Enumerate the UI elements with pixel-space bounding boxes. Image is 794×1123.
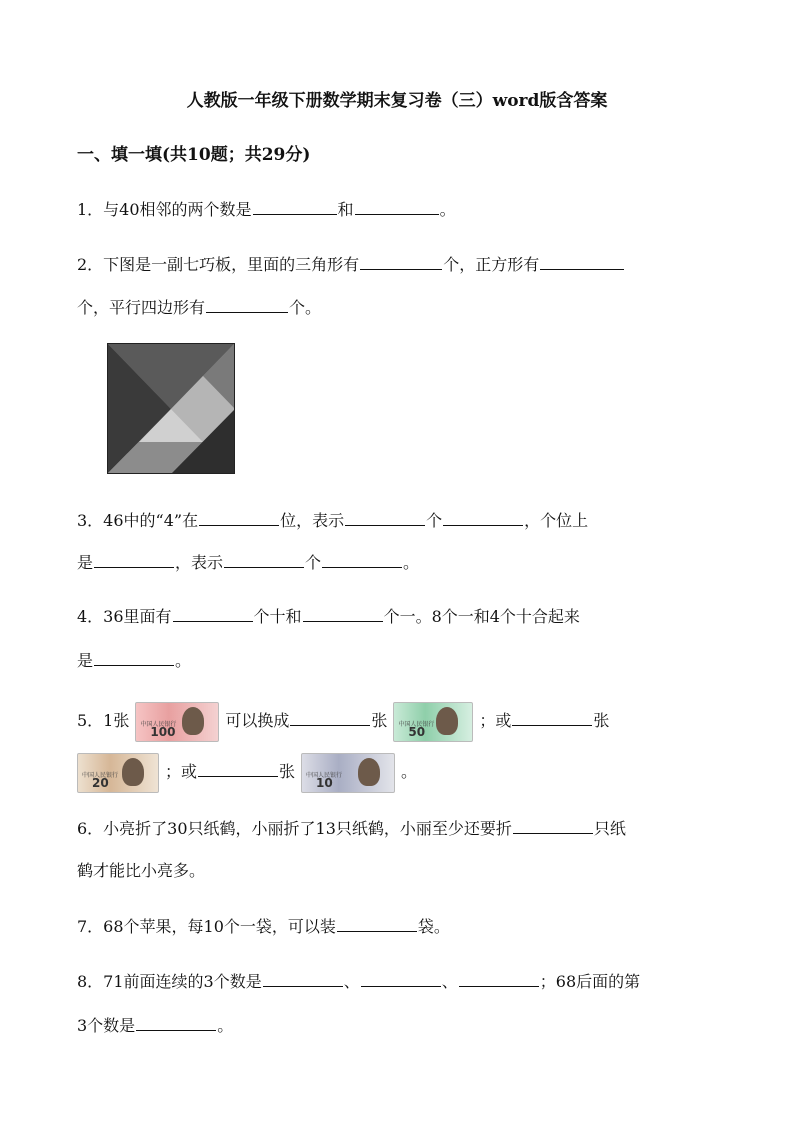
page-title: 人教版一年级下册数学期末复习卷（三）word版含答案 [186,91,608,111]
answer-blank[interactable] [199,508,279,526]
banknote-100-image: 中国人民银行 100 [135,702,219,742]
question-7: 7．68个苹果，每10个一袋，可以装 袋。 [77,914,450,938]
answer-blank[interactable] [173,604,253,622]
answer-blank[interactable] [198,759,278,777]
question-4-line-1: 4．36里面有 个十和 个一。8个一和4个十合起来 [77,604,580,628]
answer-blank[interactable] [513,816,593,834]
question-8-line-2: 3个数是 。 [77,1013,233,1037]
section-heading: 一、填一填(共10题；共29分) [77,145,311,165]
answer-blank[interactable] [94,550,174,568]
answer-blank[interactable] [443,508,523,526]
answer-blank[interactable] [512,708,592,726]
answer-blank[interactable] [136,1013,216,1031]
answer-blank[interactable] [206,295,288,313]
tangram-figure [107,343,235,474]
answer-blank[interactable] [361,969,441,987]
answer-blank[interactable] [322,550,402,568]
answer-blank[interactable] [263,969,343,987]
question-2-line-1: 2．下图是一副七巧板，里面的三角形有 个，正方形有 [77,252,625,276]
banknote-10-image: 中国人民银行 10 [301,753,395,793]
answer-blank[interactable] [459,969,539,987]
answer-blank[interactable] [94,648,174,666]
answer-blank[interactable] [290,708,370,726]
answer-blank[interactable] [337,914,417,932]
question-6-line-2: 鹤才能比小亮多。 [77,861,206,880]
question-2-line-2: 个，平行四边形有 个。 [77,295,321,319]
question-5-line-2: 中国人民银行 20 ；或 张 中国人民银行 10 。 [71,752,417,793]
question-4-line-2: 是 。 [77,648,191,672]
answer-blank[interactable] [360,252,442,270]
answer-blank[interactable] [345,508,425,526]
answer-blank[interactable] [224,550,304,568]
banknote-50-image: 中国人民银行 50 [393,702,473,742]
answer-blank[interactable] [303,604,383,622]
answer-blank[interactable] [355,197,439,215]
question-3-line-2: 是 ，表示 个 。 [77,550,419,574]
question-6-line-1: 6．小亮折了30只纸鹤，小丽折了13只纸鹤，小丽至少还要折 只纸 [77,816,626,840]
answer-blank[interactable] [540,252,624,270]
question-8-line-1: 8．71前面连续的3个数是 、 、 ；68后面的第 [77,969,640,993]
banknote-20-image: 中国人民银行 20 [77,753,159,793]
answer-blank[interactable] [253,197,337,215]
question-3-line-1: 3．46中的“4”在 位，表示 个 ，个位上 [77,508,588,532]
question-5-line-1: 5．1张 中国人民银行 100 可以换成 张 中国人民银行 50 ；或 张 [77,701,609,742]
question-1: 1．与40相邻的两个数是 和 。 [77,197,456,221]
